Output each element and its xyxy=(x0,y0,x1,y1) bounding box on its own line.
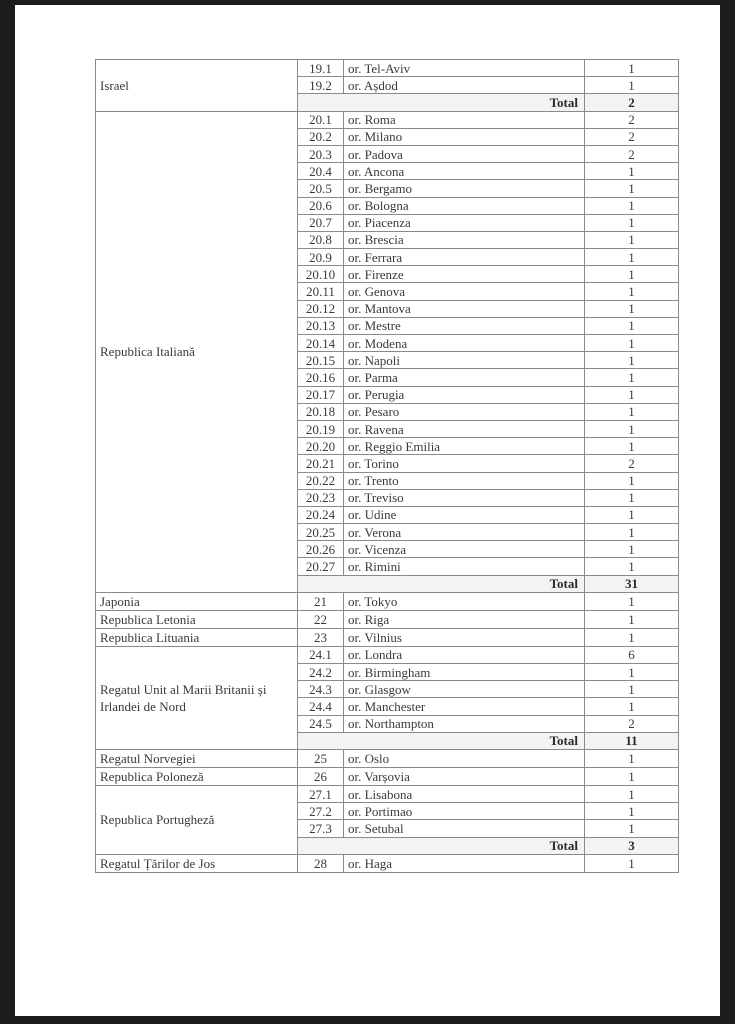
item-number-cell: 20.20 xyxy=(298,438,344,455)
city-cell: or. Torino xyxy=(344,455,585,472)
city-cell: or. Padova xyxy=(344,145,585,162)
city-cell: or. Varșovia xyxy=(344,767,585,785)
count-cell: 1 xyxy=(585,438,679,455)
city-cell: or. Parma xyxy=(344,369,585,386)
item-number-cell: 20.14 xyxy=(298,335,344,352)
item-number-cell: 19.2 xyxy=(298,77,344,94)
city-cell: or. Ferrara xyxy=(344,249,585,266)
count-cell: 1 xyxy=(585,386,679,403)
item-number-cell: 20.2 xyxy=(298,128,344,145)
city-cell: or. Birmingham xyxy=(344,664,585,681)
city-cell: or. Tokyo xyxy=(344,592,585,610)
item-number-cell: 20.17 xyxy=(298,386,344,403)
city-cell: or. Lisabona xyxy=(344,785,585,802)
city-cell: or. Așdod xyxy=(344,77,585,94)
count-cell: 1 xyxy=(585,628,679,646)
item-number-cell: 25 xyxy=(298,749,344,767)
count-cell: 1 xyxy=(585,854,679,872)
count-cell: 1 xyxy=(585,369,679,386)
count-cell: 1 xyxy=(585,489,679,506)
city-cell: or. Glasgow xyxy=(344,681,585,698)
city-cell: or. Udine xyxy=(344,506,585,523)
item-number-cell: 20.1 xyxy=(298,111,344,128)
city-cell: or. Genova xyxy=(344,283,585,300)
table-row xyxy=(96,610,679,628)
city-cell: or. Ravena xyxy=(344,420,585,437)
table-row xyxy=(96,60,679,77)
item-number-cell: 27.2 xyxy=(298,803,344,820)
consular-offices-table xyxy=(95,59,679,873)
country-cell: Regatul Țărilor de Jos xyxy=(96,854,298,872)
city-cell: or. Perugia xyxy=(344,386,585,403)
item-number-cell: 20.23 xyxy=(298,489,344,506)
count-cell: 1 xyxy=(585,541,679,558)
total-value: 2 xyxy=(585,94,679,111)
total-label: Total xyxy=(298,94,585,111)
item-number-cell: 24.1 xyxy=(298,646,344,663)
table-row xyxy=(96,749,679,767)
table-row xyxy=(96,628,679,646)
count-cell: 1 xyxy=(585,785,679,802)
total-label: Total xyxy=(298,732,585,749)
total-value: 31 xyxy=(585,575,679,592)
country-cell: Republica Poloneză xyxy=(96,767,298,785)
country-cell: Republica Italiană xyxy=(96,111,298,592)
count-cell: 2 xyxy=(585,111,679,128)
item-number-cell: 27.3 xyxy=(298,820,344,837)
item-number-cell: 20.11 xyxy=(298,283,344,300)
city-cell: or. Verona xyxy=(344,524,585,541)
city-cell: or. Pesaro xyxy=(344,403,585,420)
item-number-cell: 20.18 xyxy=(298,403,344,420)
item-number-cell: 20.16 xyxy=(298,369,344,386)
city-cell: or. Haga xyxy=(344,854,585,872)
count-cell: 1 xyxy=(585,231,679,248)
city-cell: or. Milano xyxy=(344,128,585,145)
city-cell: or. Brescia xyxy=(344,231,585,248)
city-cell: or. Portimao xyxy=(344,803,585,820)
count-cell: 1 xyxy=(585,803,679,820)
city-cell: or. Ancona xyxy=(344,163,585,180)
table-row xyxy=(96,646,679,663)
city-cell: or. Oslo xyxy=(344,749,585,767)
count-cell: 1 xyxy=(585,266,679,283)
count-cell: 1 xyxy=(585,77,679,94)
count-cell: 6 xyxy=(585,646,679,663)
count-cell: 1 xyxy=(585,214,679,231)
city-cell: or. Riga xyxy=(344,610,585,628)
city-cell: or. Vilnius xyxy=(344,628,585,646)
item-number-cell: 20.4 xyxy=(298,163,344,180)
city-cell: or. Londra xyxy=(344,646,585,663)
item-number-cell: 20.24 xyxy=(298,506,344,523)
city-cell: or. Setubal xyxy=(344,820,585,837)
item-number-cell: 20.15 xyxy=(298,352,344,369)
total-value: 3 xyxy=(585,837,679,854)
item-number-cell: 20.19 xyxy=(298,420,344,437)
country-cell: Regatul Unit al Marii Britanii și Irlandei de Nord xyxy=(96,646,298,749)
count-cell: 1 xyxy=(585,558,679,575)
country-cell: Republica Lituania xyxy=(96,628,298,646)
city-cell: or. Napoli xyxy=(344,352,585,369)
count-cell: 1 xyxy=(585,403,679,420)
country-cell: Israel xyxy=(96,60,298,112)
table-row xyxy=(96,767,679,785)
count-cell: 2 xyxy=(585,145,679,162)
table-row xyxy=(96,785,679,802)
item-number-cell: 22 xyxy=(298,610,344,628)
country-cell: Republica Letonia xyxy=(96,610,298,628)
count-cell: 1 xyxy=(585,610,679,628)
document-page xyxy=(15,5,720,1016)
total-label: Total xyxy=(298,837,585,854)
count-cell: 1 xyxy=(585,300,679,317)
item-number-cell: 20.22 xyxy=(298,472,344,489)
item-number-cell: 24.5 xyxy=(298,715,344,732)
city-cell: or. Modena xyxy=(344,335,585,352)
count-cell: 1 xyxy=(585,352,679,369)
item-number-cell: 26 xyxy=(298,767,344,785)
table-row xyxy=(96,592,679,610)
item-number-cell: 19.1 xyxy=(298,60,344,77)
table-row xyxy=(96,854,679,872)
count-cell: 1 xyxy=(585,163,679,180)
city-cell: or. Piacenza xyxy=(344,214,585,231)
city-cell: or. Northampton xyxy=(344,715,585,732)
count-cell: 2 xyxy=(585,128,679,145)
item-number-cell: 20.8 xyxy=(298,231,344,248)
city-cell: or. Bologna xyxy=(344,197,585,214)
count-cell: 1 xyxy=(585,592,679,610)
item-number-cell: 20.12 xyxy=(298,300,344,317)
item-number-cell: 28 xyxy=(298,854,344,872)
country-cell: Regatul Norvegiei xyxy=(96,749,298,767)
count-cell: 1 xyxy=(585,524,679,541)
item-number-cell: 20.25 xyxy=(298,524,344,541)
item-number-cell: 23 xyxy=(298,628,344,646)
table-row xyxy=(96,111,679,128)
count-cell: 1 xyxy=(585,60,679,77)
item-number-cell: 20.6 xyxy=(298,197,344,214)
item-number-cell: 24.4 xyxy=(298,698,344,715)
count-cell: 1 xyxy=(585,283,679,300)
city-cell: or. Rimini xyxy=(344,558,585,575)
city-cell: or. Mestre xyxy=(344,317,585,334)
count-cell: 1 xyxy=(585,664,679,681)
item-number-cell: 20.9 xyxy=(298,249,344,266)
item-number-cell: 20.7 xyxy=(298,214,344,231)
count-cell: 1 xyxy=(585,506,679,523)
count-cell: 1 xyxy=(585,317,679,334)
country-cell: Japonia xyxy=(96,592,298,610)
city-cell: or. Vicenza xyxy=(344,541,585,558)
count-cell: 1 xyxy=(585,180,679,197)
city-cell: or. Mantova xyxy=(344,300,585,317)
country-cell: Republica Portugheză xyxy=(96,785,298,854)
city-cell: or. Treviso xyxy=(344,489,585,506)
count-cell: 1 xyxy=(585,335,679,352)
count-cell: 1 xyxy=(585,820,679,837)
total-label: Total xyxy=(298,575,585,592)
city-cell: or. Trento xyxy=(344,472,585,489)
count-cell: 1 xyxy=(585,197,679,214)
city-cell: or. Tel-Aviv xyxy=(344,60,585,77)
item-number-cell: 20.3 xyxy=(298,145,344,162)
count-cell: 1 xyxy=(585,681,679,698)
table-body xyxy=(96,60,679,873)
count-cell: 1 xyxy=(585,698,679,715)
item-number-cell: 24.2 xyxy=(298,664,344,681)
count-cell: 2 xyxy=(585,455,679,472)
item-number-cell: 24.3 xyxy=(298,681,344,698)
count-cell: 1 xyxy=(585,749,679,767)
total-value: 11 xyxy=(585,732,679,749)
count-cell: 2 xyxy=(585,715,679,732)
city-cell: or. Firenze xyxy=(344,266,585,283)
item-number-cell: 20.13 xyxy=(298,317,344,334)
item-number-cell: 27.1 xyxy=(298,785,344,802)
item-number-cell: 20.5 xyxy=(298,180,344,197)
item-number-cell: 20.27 xyxy=(298,558,344,575)
count-cell: 1 xyxy=(585,472,679,489)
count-cell: 1 xyxy=(585,249,679,266)
item-number-cell: 20.10 xyxy=(298,266,344,283)
item-number-cell: 21 xyxy=(298,592,344,610)
count-cell: 1 xyxy=(585,420,679,437)
count-cell: 1 xyxy=(585,767,679,785)
city-cell: or. Reggio Emilia xyxy=(344,438,585,455)
item-number-cell: 20.21 xyxy=(298,455,344,472)
city-cell: or. Manchester xyxy=(344,698,585,715)
item-number-cell: 20.26 xyxy=(298,541,344,558)
city-cell: or. Bergamo xyxy=(344,180,585,197)
city-cell: or. Roma xyxy=(344,111,585,128)
